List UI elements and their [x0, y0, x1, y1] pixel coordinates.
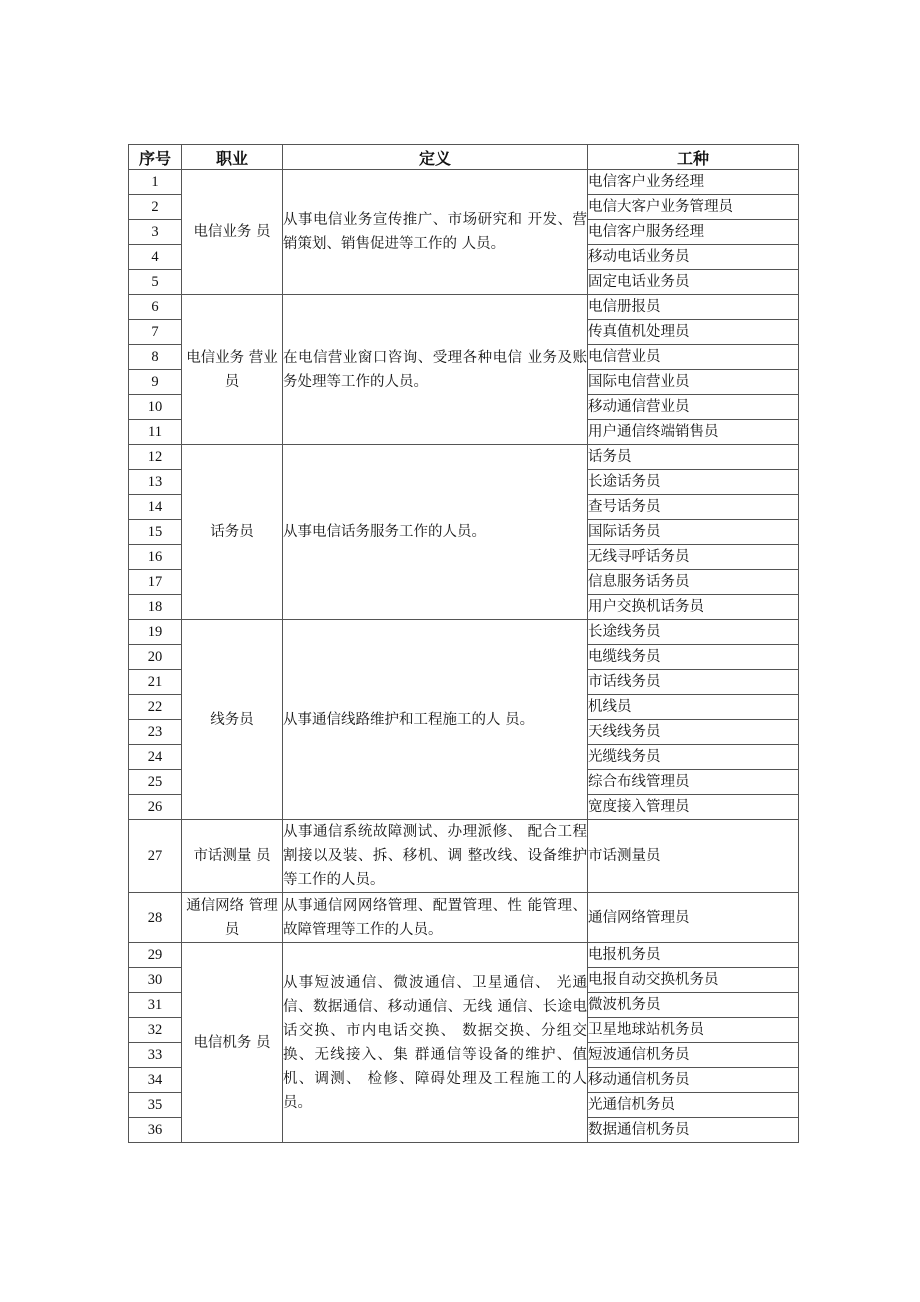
job-type-cell: 通信网络管理员 [588, 893, 799, 943]
job-type-cell: 电报机务员 [588, 943, 799, 968]
definition-cell: 从事通信线路维护和工程施工的人 员。 [283, 620, 588, 820]
row-number: 33 [129, 1043, 182, 1068]
occupation-cell: 电信业务 员 [182, 170, 283, 295]
occupation-cell: 话务员 [182, 445, 283, 620]
job-type-cell: 市话线务员 [588, 670, 799, 695]
job-type-cell: 电信客户服务经理 [588, 220, 799, 245]
job-type-cell: 国际电信营业员 [588, 370, 799, 395]
job-type-cell: 信息服务话务员 [588, 570, 799, 595]
row-number: 6 [129, 295, 182, 320]
row-number: 27 [129, 820, 182, 893]
row-number: 10 [129, 395, 182, 420]
job-type-cell: 移动通信营业员 [588, 395, 799, 420]
job-type-cell: 综合布线管理员 [588, 770, 799, 795]
table-row [129, 893, 799, 943]
row-number: 15 [129, 520, 182, 545]
job-type-cell: 电缆线务员 [588, 645, 799, 670]
occupation-cell: 市话测量 员 [182, 820, 283, 893]
job-type-cell: 短波通信机务员 [588, 1043, 799, 1068]
row-number: 5 [129, 270, 182, 295]
table-row [129, 295, 799, 320]
table-row [129, 820, 799, 893]
job-type-cell: 市话测量员 [588, 820, 799, 893]
row-number: 2 [129, 195, 182, 220]
row-number: 19 [129, 620, 182, 645]
row-number: 36 [129, 1118, 182, 1143]
row-number: 26 [129, 795, 182, 820]
row-number: 9 [129, 370, 182, 395]
row-number: 7 [129, 320, 182, 345]
table-row [129, 170, 799, 195]
job-type-cell: 移动通信机务员 [588, 1068, 799, 1093]
definition-cell: 从事电信话务服务工作的人员。 [283, 445, 588, 620]
job-type-cell: 微波机务员 [588, 993, 799, 1018]
row-number: 22 [129, 695, 182, 720]
job-type-cell: 光通信机务员 [588, 1093, 799, 1118]
header-occupation: 职业 [182, 145, 283, 170]
occupation-table [128, 144, 799, 1143]
job-type-cell: 电信客户业务经理 [588, 170, 799, 195]
job-type-cell: 传真值机处理员 [588, 320, 799, 345]
job-type-cell: 机线员 [588, 695, 799, 720]
row-number: 31 [129, 993, 182, 1018]
row-number: 20 [129, 645, 182, 670]
row-number: 32 [129, 1018, 182, 1043]
row-number: 3 [129, 220, 182, 245]
row-number: 8 [129, 345, 182, 370]
job-type-cell: 长途线务员 [588, 620, 799, 645]
occupation-cell: 通信网络 管理员 [182, 893, 283, 943]
header-definition: 定义 [283, 145, 588, 170]
row-number: 25 [129, 770, 182, 795]
job-type-cell: 话务员 [588, 445, 799, 470]
table-header-row [129, 145, 799, 170]
row-number: 17 [129, 570, 182, 595]
row-number: 16 [129, 545, 182, 570]
row-number: 12 [129, 445, 182, 470]
row-number: 4 [129, 245, 182, 270]
occupation-cell: 线务员 [182, 620, 283, 820]
row-number: 11 [129, 420, 182, 445]
definition-cell: 从事短波通信、微波通信、卫星通信、 光通信、数据通信、移动通信、无线 通信、长途电话交换、市内电话交换、 数据交换、分组交换、无线接入、集 群通信等设备的维护、值机、调测、 检修、障碍处理及工程施工的人员。 [283, 943, 588, 1143]
row-number: 14 [129, 495, 182, 520]
job-type-cell: 国际话务员 [588, 520, 799, 545]
row-number: 35 [129, 1093, 182, 1118]
job-type-cell: 数据通信机务员 [588, 1118, 799, 1143]
row-number: 13 [129, 470, 182, 495]
job-type-cell: 长途话务员 [588, 470, 799, 495]
job-type-cell: 卫星地球站机务员 [588, 1018, 799, 1043]
row-number: 30 [129, 968, 182, 993]
row-number: 1 [129, 170, 182, 195]
table-row [129, 943, 799, 968]
job-type-cell: 光缆线务员 [588, 745, 799, 770]
job-type-cell: 移动电话业务员 [588, 245, 799, 270]
job-type-cell: 电信大客户业务管理员 [588, 195, 799, 220]
job-type-cell: 电报自动交换机务员 [588, 968, 799, 993]
job-type-cell: 宽度接入管理员 [588, 795, 799, 820]
job-type-cell: 查号话务员 [588, 495, 799, 520]
definition-cell: 从事通信网网络管理、配置管理、性 能管理、故障管理等工作的人员。 [283, 893, 588, 943]
job-type-cell: 电信营业员 [588, 345, 799, 370]
job-type-cell: 固定电话业务员 [588, 270, 799, 295]
row-number: 24 [129, 745, 182, 770]
definition-cell: 从事电信业务宣传推广、市场研究和 开发、营销策划、销售促进等工作的 人员。 [283, 170, 588, 295]
occupation-cell: 电信机务 员 [182, 943, 283, 1143]
row-number: 18 [129, 595, 182, 620]
job-type-cell: 天线线务员 [588, 720, 799, 745]
definition-cell: 在电信营业窗口咨询、受理各种电信 业务及账务处理等工作的人员。 [283, 295, 588, 445]
table-row [129, 445, 799, 470]
row-number: 28 [129, 893, 182, 943]
row-number: 23 [129, 720, 182, 745]
definition-cell: 从事通信系统故障测试、办理派修、 配合工程割接以及装、拆、移机、调 整改线、设备维护等工作的人员。 [283, 820, 588, 893]
row-number: 34 [129, 1068, 182, 1093]
occupation-cell: 电信业务 营业员 [182, 295, 283, 445]
row-number: 29 [129, 943, 182, 968]
header-job-types: 工种 [588, 145, 799, 170]
job-type-cell: 用户通信终端销售员 [588, 420, 799, 445]
table-row [129, 620, 799, 645]
row-number: 21 [129, 670, 182, 695]
job-type-cell: 用户交换机话务员 [588, 595, 799, 620]
header-num: 序号 [129, 145, 182, 170]
table-body [129, 170, 799, 1143]
job-type-cell: 无线寻呼话务员 [588, 545, 799, 570]
job-type-cell: 电信册报员 [588, 295, 799, 320]
